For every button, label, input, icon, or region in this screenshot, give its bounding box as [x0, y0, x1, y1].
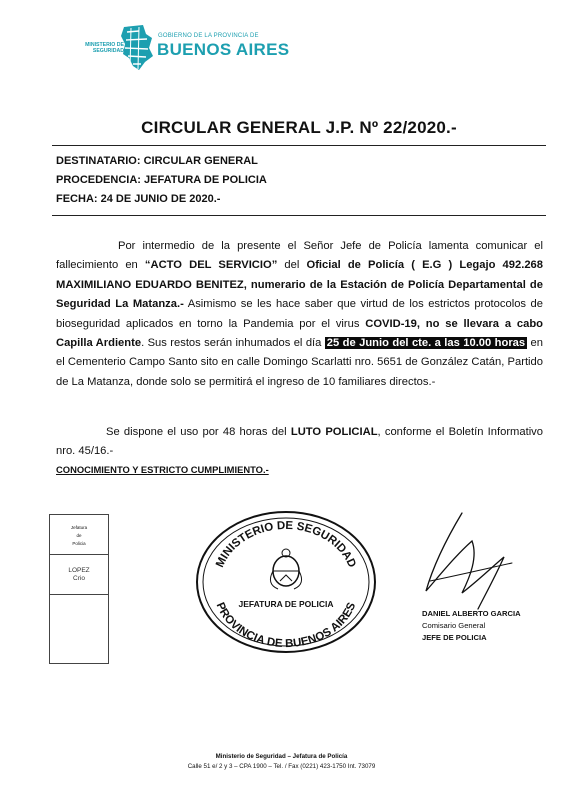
- p2-text-c: , conforme el Boletín Informativo nro. 45/16.-: [56, 426, 543, 458]
- letterhead: [0, 22, 563, 78]
- ministerio-seguridad-logo: [74, 42, 124, 54]
- signatory-position: JEFE DE POLICIA: [422, 633, 487, 642]
- seal-outer-text: MINISTERIO DE SEGURIDAD: [214, 519, 358, 570]
- procedencia-line: PROCEDENCIA: JEFATURA DE POLICIA: [56, 174, 267, 186]
- fecha-line: FECHA: 24 DE JUNIO DE 2020.-: [56, 193, 221, 205]
- p1-text-i: en el Cementerio Campo Santo sito en calle Domingo Scarlatti nro. 5651 de González Catán, Partido de La Matanza, donde solo se permitirá el ingreso de 10 familiares directos.-: [56, 337, 543, 388]
- seal-inner-text: PROVINCIA DE BUENOS AIRES: [213, 600, 359, 651]
- instruction-line: CONOCIMIENTO Y ESTRICTO CUMPLIMIENTO.-: [56, 464, 269, 475]
- gobierno-small-text: GOBIERNO DE LA PROVINCIA DE: [158, 33, 259, 39]
- routing-box-header: [50, 515, 108, 555]
- page-footer: [0, 752, 563, 772]
- routing-name: LOPEZ: [68, 567, 90, 574]
- footer-line2: Calle 51 e/ 2 y 3 – CPA 1900 – Tel. / Fax (0221) 423-1750 Int. 73079: [187, 763, 376, 770]
- p1-text-c: del: [277, 259, 307, 272]
- body-paragraph-2: [56, 423, 543, 462]
- buenos-aires-logo-text: BUENOS AIRES: [157, 40, 290, 59]
- routing-line1: Jefatura: [70, 525, 88, 530]
- footer-line1: Ministerio de Seguridad – Jefatura de Policía: [215, 753, 348, 760]
- p1-text-e: Asimismo se les hace saber que virtud de los estrictos protocolos de bioseguridad aplicados en torno la Pandemia por el virus: [56, 298, 543, 330]
- routing-rank: Crio: [73, 575, 85, 582]
- acto-del-servicio: “ACTO DEL SERVICIO”: [144, 259, 278, 272]
- routing-line2: de: [76, 533, 82, 538]
- police-seal-stamp: [194, 509, 378, 655]
- routing-box-signature: [50, 555, 108, 595]
- body-paragraph-1: [56, 237, 543, 392]
- ministerio-line2: SEGURIDAD: [92, 48, 124, 54]
- handwritten-signature: [420, 505, 520, 615]
- coat-of-arms-icon: [270, 549, 301, 589]
- destinatario-line: DESTINATARIO: CIRCULAR GENERAL: [56, 155, 258, 167]
- p1-text-a: Por intermedio de la presente el Señor Jefe de Policía lamenta comunicar el fallecimiento en: [56, 240, 543, 272]
- luto-policial: LUTO POLICIAL: [290, 426, 378, 438]
- officer-details: Oficial de Policía ( E.G ) Legajo 492.268 MAXIMILIANO EDUARDO BENITEZ, numerario de la Estación de Policía Departamental de Seguridad La Matanza.-: [56, 259, 543, 311]
- p2-text-a: Se dispone el uso por 48 horas del: [106, 426, 291, 438]
- meta-divider: [52, 215, 546, 216]
- ministerio-line1: MINISTERIO DE: [85, 42, 124, 48]
- title-divider: [52, 145, 546, 146]
- signatory-name: DANIEL ALBERTO GARCIA: [422, 609, 521, 618]
- province-map-icon: [119, 24, 155, 72]
- signatory-rank: Comisario General: [422, 621, 486, 630]
- routing-line3: Policia: [72, 541, 86, 546]
- routing-box: [49, 514, 109, 664]
- burial-date-highlight: 25 de Junio del cte. a las 10.00 horas: [326, 337, 526, 350]
- covid-notice: COVID-19, no se llevara a cabo Capilla Ardiente: [56, 317, 543, 350]
- circular-title: CIRCULAR GENERAL J.P. Nº 22/2020.-: [141, 118, 457, 137]
- p1-text-g: . Sus restos serán inhumados el día: [141, 337, 325, 350]
- seal-center-text: JEFATURA DE POLICIA: [238, 599, 334, 609]
